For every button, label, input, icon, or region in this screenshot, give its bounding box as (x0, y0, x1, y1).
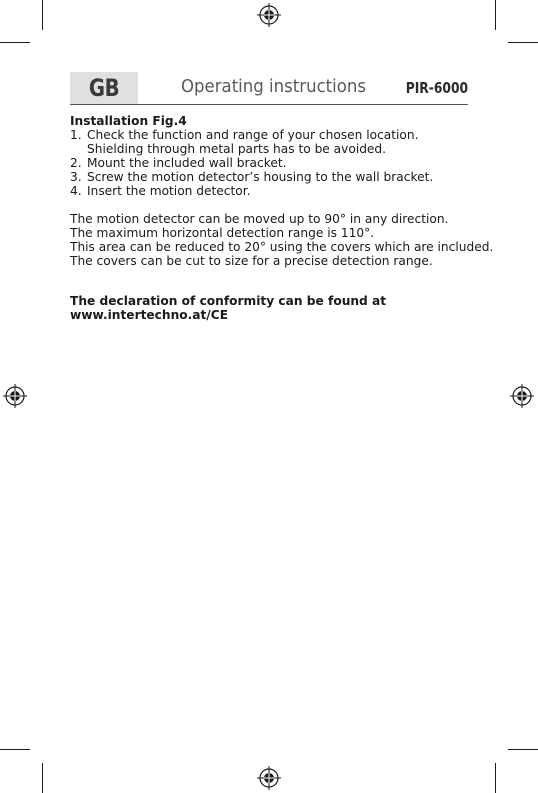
description-line: The covers can be cut to size for a precise detection range. (70, 254, 433, 268)
registration-mark-bottom-icon (257, 766, 281, 790)
crop-mark-top-right-horizontal (508, 42, 538, 43)
crop-mark-top-left-horizontal (0, 42, 30, 43)
step-text: Insert the motion detector. (87, 184, 251, 198)
description-line: The motion detector can be moved up to 90° in any direction. (70, 212, 449, 226)
model-number: PIR-6000 (405, 79, 468, 97)
page-header (70, 72, 468, 104)
crop-mark-bottom-right-vertical (495, 763, 496, 793)
page-title: Operating instructions (181, 76, 367, 97)
crop-mark-bottom-left-vertical (42, 763, 43, 793)
step-number: 2. (70, 156, 82, 170)
registration-mark-top-icon (257, 3, 281, 27)
step-text: Check the function and range of your chosen location. (87, 128, 419, 142)
conformity-text: The declaration of conformity can be found at (70, 294, 387, 308)
step-number: 3. (70, 170, 82, 184)
registration-mark-right-icon (510, 384, 534, 408)
description-line: This area can be reduced to 20° using the covers which are included. (70, 240, 494, 254)
crop-mark-bottom-right-horizontal (508, 749, 538, 750)
description-line: The maximum horizontal detection range is 110°. (70, 226, 375, 240)
crop-mark-top-right-vertical (495, 0, 496, 30)
registration-mark-left-icon (3, 384, 27, 408)
step-number: 1. (70, 128, 82, 142)
step-text: Screw the motion detector’s housing to the wall bracket. (87, 170, 434, 184)
language-code: GB (88, 74, 120, 102)
crop-mark-top-left-vertical (42, 0, 43, 30)
conformity-link[interactable]: www.intertechno.at/CE (70, 308, 229, 322)
header-divider (70, 104, 468, 105)
step-continuation: Shielding through metal parts has to be avoided. (87, 142, 387, 156)
installation-step (70, 184, 480, 198)
spacer (70, 268, 480, 294)
installation-heading: Installation Fig.4 (70, 114, 187, 128)
step-number: 4. (70, 184, 82, 198)
installation-step (70, 128, 480, 156)
step-text: Mount the included wall bracket. (87, 156, 287, 170)
installation-step (70, 170, 480, 184)
spacer (70, 198, 480, 212)
installation-step (70, 156, 480, 170)
document-body (70, 114, 494, 322)
language-tab (70, 72, 138, 104)
crop-mark-bottom-left-horizontal (0, 749, 30, 750)
